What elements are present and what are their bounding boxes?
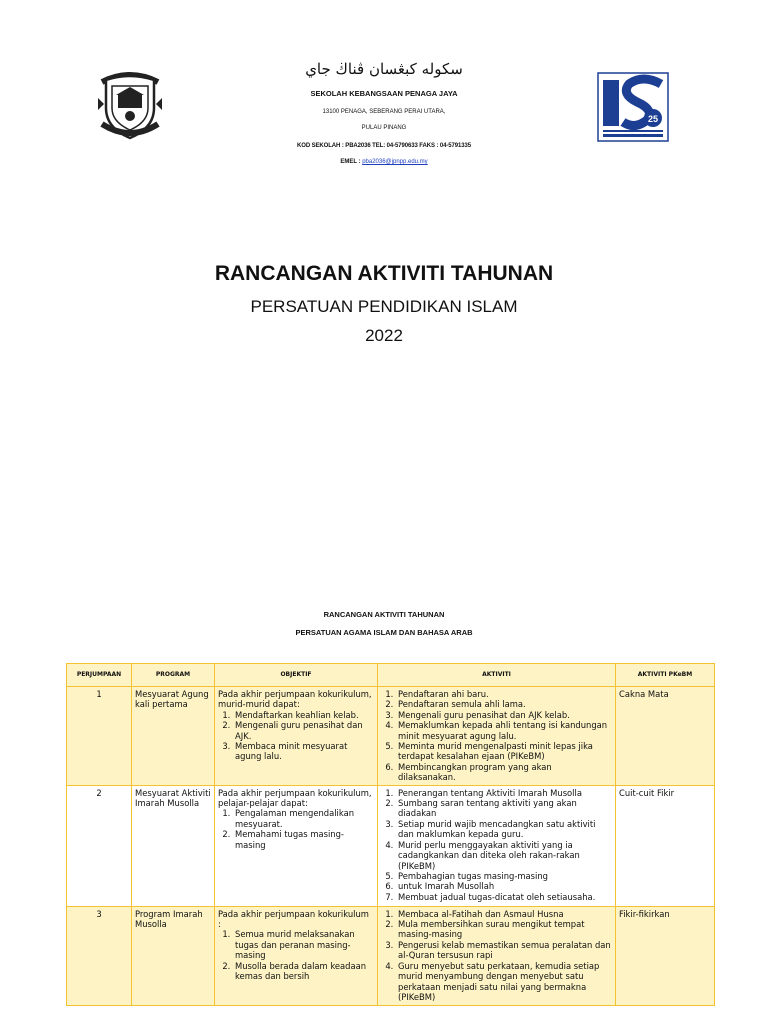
- objective-cell: [215, 785, 378, 906]
- activity-item: 6. untuk Imarah Musollah: [396, 881, 612, 891]
- activity-item: 2. Sumbang saran tentang aktiviti yang akan diadakan: [396, 798, 612, 819]
- objective-item: 2. Memahami tugas masing-masing: [233, 829, 374, 850]
- activity-item: 4. Guru menyebut satu perkataan, kemudia setiap murid menyambung dengan menyebut satu perkataan menjadi satu nilai yang bermakna (PIKeBM): [396, 961, 612, 1003]
- activity-plan-table: [66, 663, 715, 1006]
- program-name: Program Imarah Musolla: [132, 906, 215, 1005]
- activity-item: 1. Pendaftaran ahi baru.: [396, 689, 612, 699]
- school-code-line: KOD SEKOLAH : PBA2036 TEL: 04-5790633 FAKS : 04-5791335: [297, 143, 471, 149]
- email-link[interactable]: pba2036@jpnpp.edu.my: [362, 159, 428, 165]
- objective-item: 1. Pengalaman mengendalikan mesyuarat.: [233, 808, 374, 829]
- document-subtitle: PERSATUAN PENDIDIKAN ISLAM: [250, 297, 518, 316]
- activity-item: 1. Membaca al-Fatihah dan Asmaul Husna: [396, 909, 612, 919]
- section-subheading: PERSATUAN AGAMA ISLAM DAN BAHASA ARAB: [295, 628, 473, 637]
- activity-item: 1. Penerangan tentang Aktiviti Imarah Musolla: [396, 788, 612, 798]
- header-program: PROGRAM: [132, 664, 215, 687]
- program-name: Mesyuarat Aktiviti Imarah Musolla: [132, 785, 215, 906]
- header-perjumpaan: PERJUMPAAN: [67, 664, 132, 687]
- program-name: Mesyuarat Agung kali pertama: [132, 687, 215, 786]
- activity-item: 5. Meminta murid mengenalpasti minit lepas jika terdapat kesalahan ejaan (PIKeBM): [396, 741, 612, 762]
- table-row: [67, 687, 715, 786]
- objective-intro: Pada akhir perjumpaan kokurikulum, murid-murid dapat:: [218, 689, 372, 710]
- school-name: SEKOLAH KEBANGSAAN PENAGA JAYA: [310, 89, 458, 98]
- objective-cell: [215, 906, 378, 1005]
- activity-item: 4. Memaklumkan kepada ahli tentang isi kandungan minit mesyuarat agung lalu.: [396, 720, 612, 741]
- document-year: 2022: [365, 326, 403, 345]
- activity-item: 5. Pembahagian tugas masing-masing: [396, 871, 612, 881]
- pkebm-activity: Fikir-fikirkan: [616, 906, 715, 1005]
- activity-item: 3. Setiap murid wajib mencadangkan satu aktiviti dan maklumkan kepada guru.: [396, 819, 612, 840]
- objective-item: 1. Semua murid melaksanakan tugas dan peranan masing-masing: [233, 929, 374, 960]
- activity-item: 2. Pendaftaran semula ahli lama.: [396, 699, 612, 709]
- activity-item: 3. Mengenali guru penasihat dan AJK kelab.: [396, 710, 612, 720]
- address-line-1: 13100 PENAGA, SEBERANG PERAI UTARA,: [322, 109, 446, 115]
- activity-item: 4. Murid perlu menggayakan aktiviti yang ia cadangkankan dan diteka oleh rakan-rakan (PIKeBM): [396, 840, 612, 871]
- document-title: RANCANGAN AKTIVITI TAHUNAN: [214, 262, 554, 285]
- objective-intro: Pada akhir perjumpaan kokurikulum :: [218, 908, 369, 930]
- activity-item: 6. Membincangkan program yang akan dilaksanakan.: [396, 762, 612, 783]
- email-line: [0, 159, 768, 165]
- objective-item: 2. Musolla berada dalam keadaan kemas dan bersih: [233, 961, 374, 982]
- anniversary-logo: [597, 72, 669, 142]
- meeting-number: 3: [67, 906, 132, 1005]
- table-header-row: [67, 664, 715, 687]
- table-row: [67, 785, 715, 906]
- email-label: EMEL :: [340, 159, 363, 165]
- objective-item: 3. Membaca minit mesyuarat agung lalu.: [233, 741, 374, 762]
- header-aktiviti: AKTIVITI: [378, 664, 616, 687]
- activity-item: 7. Membuat jadual tugas-dicatat oleh setiausaha.: [396, 892, 612, 902]
- meeting-number: 2: [67, 785, 132, 906]
- pkebm-activity: Cuit-cuit Fikir: [616, 785, 715, 906]
- objective-intro: Pada akhir perjumpaan kokurikulum, pelajar-pelajar dapat:: [218, 787, 372, 809]
- objective-cell: [215, 687, 378, 786]
- activity-cell: [378, 906, 616, 1005]
- pkebm-activity: Cakna Mata: [616, 687, 715, 786]
- activity-cell: [378, 785, 616, 906]
- objective-item: 1. Mendaftarkan keahlian kelab.: [233, 710, 374, 720]
- activity-item: 2. Mula membersihkan surau mengikut tempat masing-masing: [396, 919, 612, 940]
- header-aktiviti-pkebm: AKTIVITI PKeBM: [616, 664, 715, 687]
- table-row: [67, 906, 715, 1005]
- address-line-2: PULAU PINANG: [361, 125, 407, 131]
- activity-cell: [378, 687, 616, 786]
- anniversary-number: 25: [647, 114, 659, 124]
- header-objektif: OBJEKTIF: [215, 664, 378, 687]
- jawi-school-name: سکوله کبڠسان ڤناڬ جاي: [305, 60, 463, 78]
- objective-item: 2. Mengenali guru penasihat dan AJK.: [233, 720, 374, 741]
- activity-item: 3. Pengerusi kelab memastikan semua peralatan dan al-Quran tersusun rapi: [396, 940, 612, 961]
- meeting-number: 1: [67, 687, 132, 786]
- section-heading: RANCANGAN AKTIVITI TAHUNAN: [323, 610, 445, 619]
